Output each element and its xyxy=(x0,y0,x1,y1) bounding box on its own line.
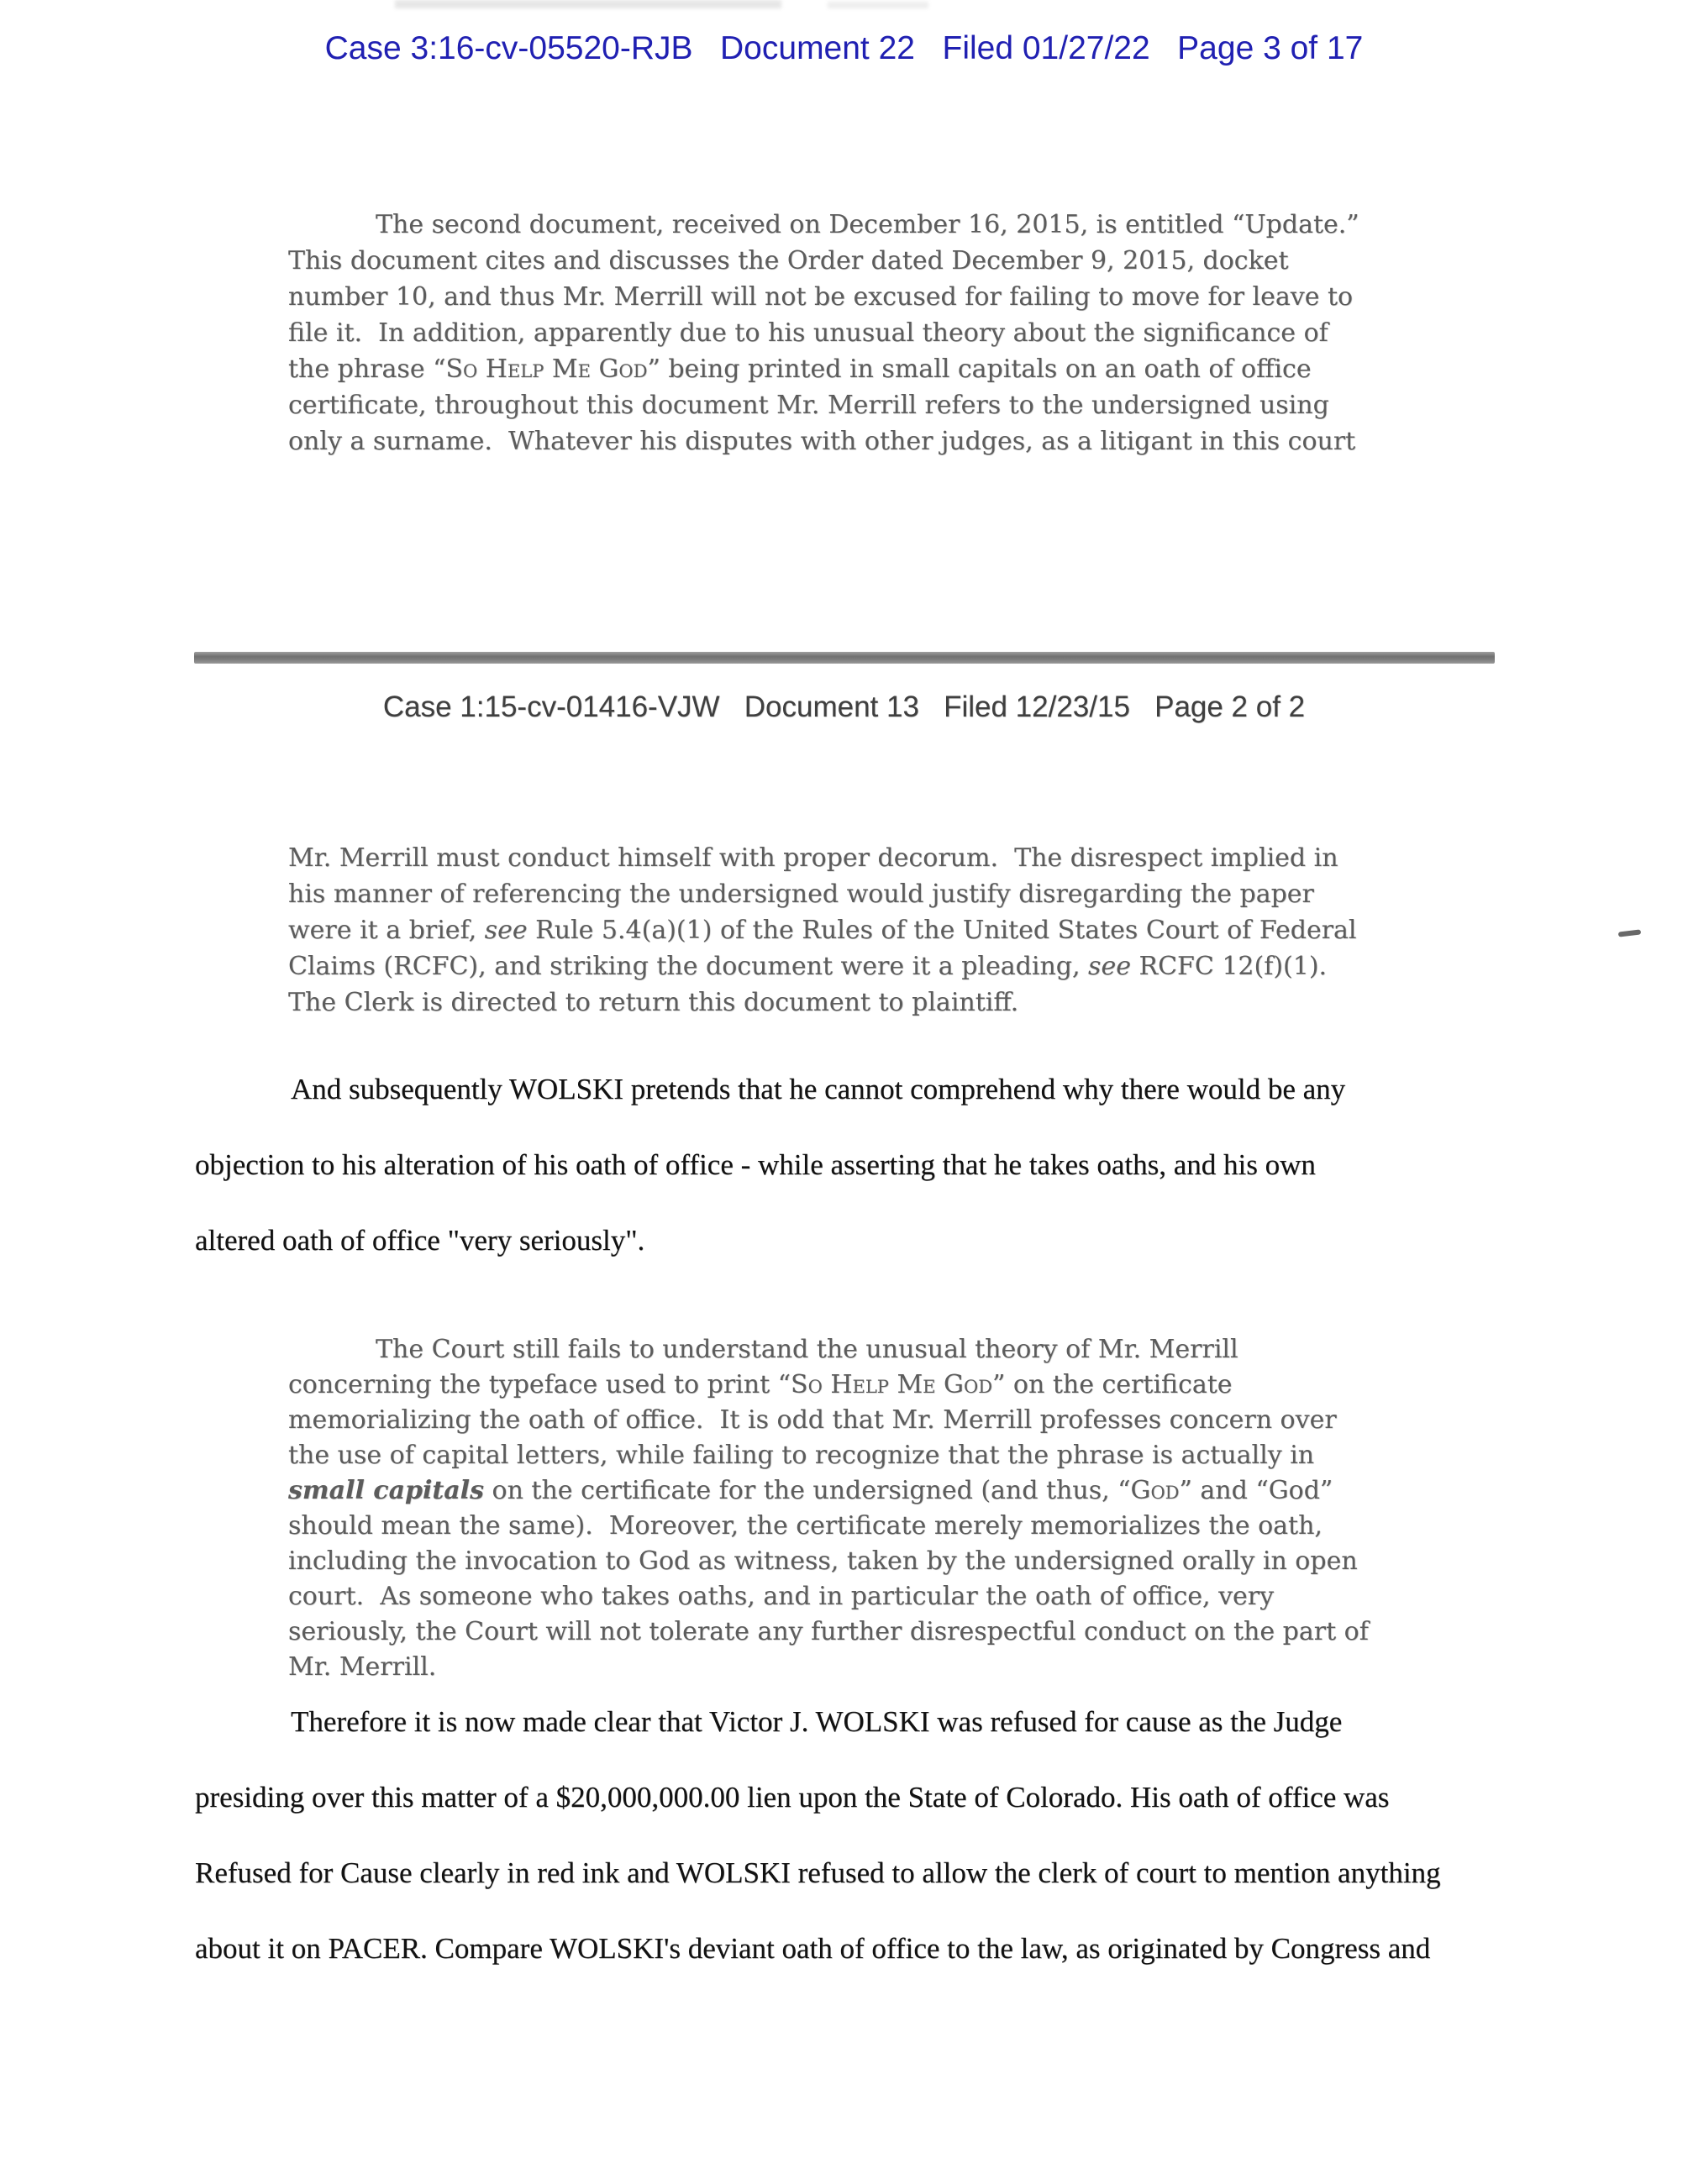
text-line: And subsequently WOLSKI pretends that he cannot comprehend why there would be any xyxy=(291,1073,1346,1105)
text-line: should mean the same). Moreover, the certificate merely memorializes the oath, xyxy=(288,1511,1323,1541)
text-line: the phrase “So Help Me God” being printed in small capitals on an oath of office xyxy=(288,354,1312,384)
text-line: concerning the typeface used to print “So Help Me God” on the certificate xyxy=(288,1370,1233,1399)
text-line: only a surname. Whatever his disputes with other judges, as a litigant in this court xyxy=(288,427,1356,456)
text-line: his manner of referencing the undersigned would justify disregarding the paper xyxy=(288,879,1314,909)
text-line: court. As someone who takes oaths, and in particular the oath of office, very xyxy=(288,1582,1275,1611)
text-line: Claims (RCFC), and striking the document were it a pleading, see RCFC 12(f)(1). xyxy=(288,952,1328,981)
text-line: seriously, the Court will not tolerate any further disrespectful conduct on the part of xyxy=(288,1617,1369,1646)
text-line: objection to his alteration of his oath of office - while asserting that he takes oaths, and his own xyxy=(195,1148,1316,1181)
text-line: memorializing the oath of office. It is odd that Mr. Merrill professes concern over xyxy=(288,1405,1337,1435)
text-line: This document cites and discusses the Order dated December 9, 2015, docket xyxy=(288,246,1289,276)
scan-smudge-artifact xyxy=(828,2,928,8)
scan-dash-artifact xyxy=(1618,929,1642,937)
text-line: Refused for Cause clearly in red ink and WOLSKI refused to allow the clerk of court to mention anything xyxy=(195,1856,1441,1889)
filer-argument-paragraph-1 xyxy=(195,1052,1345,1278)
scan-smudge-artifact xyxy=(395,0,781,8)
text-line: file it. In addition, apparently due to his unusual theory about the significance of xyxy=(288,318,1328,348)
text-line: including the invocation to God as witness, taken by the undersigned orally in open xyxy=(288,1546,1358,1576)
order-excerpt-page1-quote xyxy=(288,207,1359,459)
text-line: Therefore it is now made clear that Victor J. WOLSKI was refused for cause as the Judge xyxy=(291,1705,1343,1738)
text-line: number 10, and thus Mr. Merrill will not be excused for failing to move for leave to xyxy=(288,282,1354,312)
embedded-page-divider-line xyxy=(194,652,1495,664)
text-line: The second document, received on December 16, 2015, is entitled “Update.” xyxy=(376,210,1359,239)
text-line: presiding over this matter of a $20,000,000.00 lien upon the State of Colorado. His oath of office was xyxy=(195,1781,1390,1814)
text-line: small capitals on the certificate for the undersigned (and thus, “God” and “God” xyxy=(288,1476,1333,1505)
order-excerpt-small-capitals-quote xyxy=(288,1332,1369,1685)
order-excerpt-decorum-quote xyxy=(288,840,1357,1021)
text-line: The Clerk is directed to return this document to plaintiff. xyxy=(288,988,1019,1017)
filer-argument-paragraph-2 xyxy=(195,1684,1441,1987)
text-line: were it a brief, see Rule 5.4(a)(1) of the Rules of the United States Court of Federal xyxy=(288,916,1357,945)
pacer-case-header-top: Case 3:16-cv-05520-RJB Document 22 Filed 01/27/22 Page 3 of 17 xyxy=(324,30,1364,66)
text-line: Mr. Merrill must conduct himself with proper decorum. The disrespect implied in xyxy=(288,843,1338,873)
text-line: about it on PACER. Compare WOLSKI's deviant oath of office to the law, as originated by Congress and xyxy=(195,1932,1431,1965)
text-line: the use of capital letters, while failing to recognize that the phrase is actually in xyxy=(288,1441,1315,1470)
text-line: The Court still fails to understand the unusual theory of Mr. Merrill xyxy=(376,1335,1238,1364)
text-line: certificate, throughout this document Mr. Merrill refers to the undersigned using xyxy=(288,391,1329,420)
pacer-case-header-embedded: Case 1:15-cv-01416-VJW Document 13 Filed 12/23/15 Page 2 of 2 xyxy=(382,690,1306,723)
text-line: altered oath of office "very seriously". xyxy=(195,1224,645,1257)
text-line: Mr. Merrill. xyxy=(288,1652,437,1682)
